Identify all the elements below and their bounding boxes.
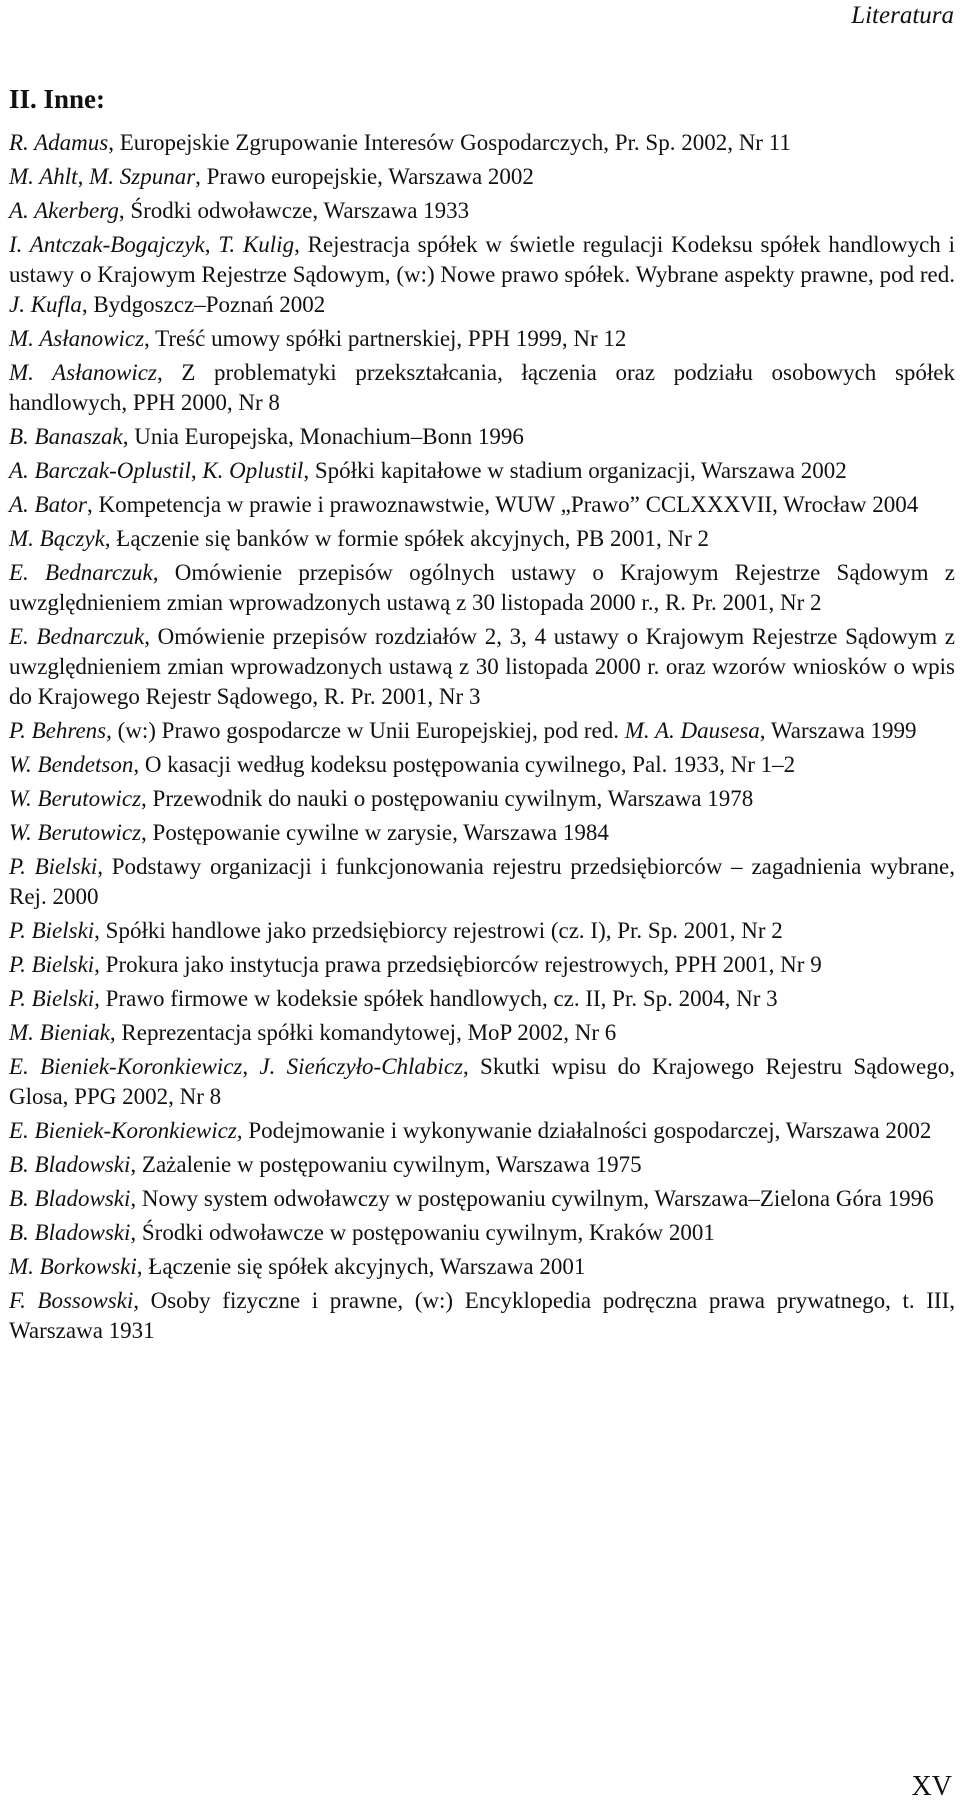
author-name: K. Oplustil xyxy=(202,458,304,483)
author-name: F. Bossowski xyxy=(9,1288,134,1313)
bibliography-list xyxy=(9,128,955,1350)
page-number: XV xyxy=(911,1771,952,1802)
author-name: W. Berutowicz xyxy=(9,786,142,811)
bibliography-entry xyxy=(9,916,955,946)
entry-text: , Środki odwoławcze, Warszawa 1933 xyxy=(118,198,470,223)
author-name: E. Bednarczuk xyxy=(9,624,145,649)
bibliography-entry xyxy=(9,324,955,354)
author-name: W. Berutowicz xyxy=(9,820,142,845)
entry-text: Podejmowanie i wykonywanie działalności gospodarczej, Warszawa 2002 xyxy=(242,1118,932,1143)
bibliography-entry xyxy=(9,1018,955,1048)
bibliography-entry xyxy=(9,558,955,618)
author-name: J. Sieńczyło-Chlabicz xyxy=(259,1054,463,1079)
author-name: P. Behrens xyxy=(9,718,107,743)
bibliography-entry xyxy=(9,818,955,848)
author-name: M. Szpunar xyxy=(89,164,196,189)
author-name: P. Bielski, xyxy=(9,986,100,1011)
entry-text: , Warszawa 1999 xyxy=(759,718,917,743)
entry-text: , xyxy=(77,164,90,189)
entry-text: , Reprezentacja spółki komandytowej, MoP 2002, Nr 6 xyxy=(109,1020,617,1045)
bibliography-entry xyxy=(9,1286,955,1346)
entry-text: , Prokura jako instytucja prawa przedsiębiorców rejestrowych, PPH 2001, Nr 9 xyxy=(94,952,822,977)
author-name: A. Barczak-Oplustil xyxy=(9,458,191,483)
entry-text: , Przewodnik do nauki o postępowaniu cywilnym, Warszawa 1978 xyxy=(141,786,754,811)
entry-text: , O kasacji według kodeksu postępowania cywilnego, Pal. 1933, Nr 1–2 xyxy=(133,752,796,777)
author-name: A. Bator xyxy=(9,492,87,517)
author-name: M. Borkowski xyxy=(9,1254,137,1279)
author-name: E. Bednarczuk xyxy=(9,560,153,585)
bibliography-entry xyxy=(9,490,955,520)
entry-text: , Rejestracja spółek w świetle regulacji Kodeksu spółek handlowych i ustawy o Krajowym Rejestrze Sądowym, (w:) Nowe prawo spółek. Wybrane aspekty prawne, pod red. xyxy=(9,232,955,287)
entry-text: , xyxy=(242,1054,260,1079)
author-name: E. Bieniek-Koronkiewicz, xyxy=(9,1118,243,1143)
entry-text: , xyxy=(204,232,219,257)
author-name: E. Bieniek-Koronkiewicz xyxy=(9,1054,243,1079)
bibliography-entry xyxy=(9,230,955,320)
entry-text: Prawo firmowe w kodeksie spółek handlowych, cz. II, Pr. Sp. 2004, Nr 3 xyxy=(99,986,778,1011)
bibliography-entry xyxy=(9,1150,955,1180)
entry-text: , Spółki kapitałowe w stadium organizacji, Warszawa 2002 xyxy=(303,458,847,483)
entry-text: , Prawo europejskie, Warszawa 2002 xyxy=(195,164,534,189)
entry-text: , Europejskie Zgrupowanie Interesów Gospodarczych, Pr. Sp. 2002, Nr 11 xyxy=(108,130,791,155)
bibliography-entry xyxy=(9,1116,955,1146)
author-name: B. Bladowski xyxy=(9,1220,131,1245)
entry-text: , Spółki handlowe jako przedsiębiorcy rejestrowi (cz. I), Pr. Sp. 2001, Nr 2 xyxy=(94,918,783,943)
entry-text: , (w:) Prawo gospodarcze w Unii Europejskiej, pod red. xyxy=(106,718,625,743)
bibliography-entry xyxy=(9,1052,955,1112)
author-name: B. Bladowski xyxy=(9,1152,131,1177)
entry-text: , Bydgoszcz–Poznań 2002 xyxy=(81,292,326,317)
bibliography-entry xyxy=(9,524,955,554)
entry-text: , Środki odwoławcze w postępowaniu cywilnym, Kraków 2001 xyxy=(130,1220,715,1245)
entry-text: , Omówienie przepisów ogólnych ustawy o Krajowym Rejestrze Sądowym z uwzględnieniem zmian wprowadzonych ustawą z 30 listopada 2000 r., R. Pr. 2001, Nr 2 xyxy=(9,560,956,615)
bibliography-entry xyxy=(9,716,955,746)
bibliography-entry xyxy=(9,852,955,912)
bibliography-entry xyxy=(9,950,955,980)
bibliography-entry xyxy=(9,196,955,226)
entry-text: , Łączenie się banków w formie spółek akcyjnych, PB 2001, Nr 2 xyxy=(104,526,710,551)
author-name: P. Bielski xyxy=(9,952,95,977)
entry-text: , Z problematyki przekształcania, łączenia oraz podziału osobowych spółek handlowych, PPH 2000, Nr 8 xyxy=(9,360,956,415)
entry-text: , xyxy=(190,458,203,483)
author-name: M. Asłanowicz xyxy=(9,360,157,385)
entry-text: , Postępowanie cywilne w zarysie, Warszawa 1984 xyxy=(141,820,609,845)
entry-text: , Omówienie przepisów rozdziałów 2, 3, 4 ustawy o Krajowym Rejestrze Sądowym z uwzględnieniem zmian wprowadzonych ustawą z 30 listopada 2000 r. oraz wzorów wniosków o wpis do Krajowego Rejestr Sądowego, R. Pr. 2001, Nr 3 xyxy=(9,624,955,709)
bibliography-entry xyxy=(9,162,955,192)
bibliography-entry xyxy=(9,984,955,1014)
author-name: M. Asłanowicz xyxy=(9,326,145,351)
bibliography-entry xyxy=(9,1218,955,1248)
running-head: Literatura xyxy=(851,2,954,29)
entry-text: , Nowy system odwoławczy w postępowaniu cywilnym, Warszawa–Zielona Góra 1996 xyxy=(130,1186,934,1211)
author-name: W. Bendetson xyxy=(9,752,134,777)
bibliography-entry xyxy=(9,422,955,452)
bibliography-entry xyxy=(9,128,955,158)
author-name: T. Kulig xyxy=(218,232,295,257)
entry-text: , Osoby fizyczne i prawne, (w:) Encyklopedia podręczna prawa prywatnego, t. III, Warszawa 1931 xyxy=(9,1288,955,1343)
bibliography-entry xyxy=(9,784,955,814)
author-name: M. Bieniak xyxy=(9,1020,110,1045)
section-title: II. Inne: xyxy=(9,84,106,114)
entry-text: , Zażalenie w postępowaniu cywilnym, Warszawa 1975 xyxy=(130,1152,642,1177)
author-name: A. Akerberg xyxy=(9,198,119,223)
entry-text: , Łączenie się spółek akcyjnych, Warszawa 2001 xyxy=(136,1254,586,1279)
bibliography-entry xyxy=(9,750,955,780)
author-name: R. Adamus xyxy=(9,130,109,155)
author-name: M. Bączyk xyxy=(9,526,105,551)
entry-text: , Unia Europejska, Monachium–Bonn 1996 xyxy=(122,424,524,449)
author-name: B. Bladowski xyxy=(9,1186,131,1211)
author-name: P. Bielski, xyxy=(9,854,103,879)
author-name: P. Bielski xyxy=(9,918,95,943)
author-name: M. A. Dausesa xyxy=(624,718,760,743)
bibliography-entry xyxy=(9,622,955,712)
bibliography-entry xyxy=(9,1184,955,1214)
author-name: J. Kufla xyxy=(9,292,82,317)
entry-text: , Treść umowy spółki partnerskiej, PPH 1999, Nr 12 xyxy=(144,326,627,351)
author-name: I. Antczak-Bogajczyk xyxy=(9,232,205,257)
entry-text: , Skutki wpisu do Krajowego Rejestru Sądowego, Glosa, PPG 2002, Nr 8 xyxy=(9,1054,955,1109)
entry-text: , Kompetencja w prawie i prawoznawstwie, WUW „Prawo” CCLXXXVII, Wrocław 2004 xyxy=(86,492,919,517)
entry-text: Podstawy organizacji i funkcjonowania rejestru przedsiębiorców – zagadnienia wybrane, Rej. 2000 xyxy=(9,854,956,909)
bibliography-entry xyxy=(9,456,955,486)
bibliography-entry xyxy=(9,1252,955,1282)
author-name: M. Ahlt xyxy=(9,164,78,189)
author-name: B. Banaszak xyxy=(9,424,123,449)
bibliography-entry xyxy=(9,358,955,418)
